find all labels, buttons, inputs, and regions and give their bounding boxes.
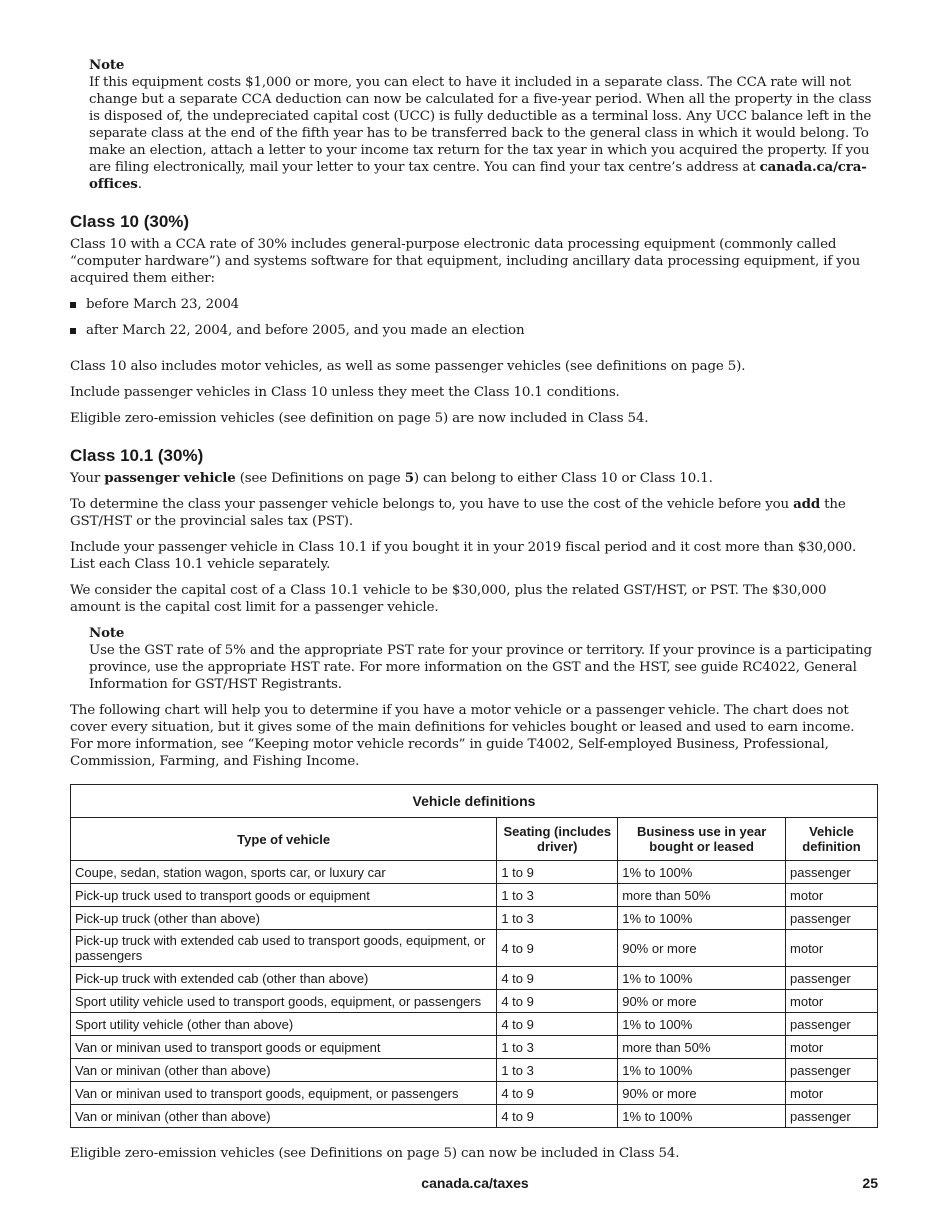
table-cell: Van or minivan used to transport goods, equipment, or passengers	[71, 1082, 497, 1105]
text-span: the GST/HST or the provincial sales tax (PST).	[70, 497, 846, 529]
table-cell: 4 to 9	[497, 1105, 618, 1128]
class101-para-3: Include your passenger vehicle in Class 10.1 if you bought it in your 2019 fiscal period and it cost more than $30,000. List each Class 10.1 vehicle separately.	[70, 540, 857, 572]
text-span: Your	[70, 471, 105, 486]
table-row	[71, 1013, 878, 1036]
table-cell: 4 to 9	[497, 930, 618, 967]
table-cell: motor	[786, 1036, 878, 1059]
bullet-text: before March 23, 2004	[86, 297, 240, 312]
chart-intro: The following chart will help you to determine if you have a motor vehicle or a passenger vehicle. The chart does not cover every situation, but it gives some of the main definitions for vehicles bought or leased and used to earn income. For more information, see “Keeping motor vehicle records” in guide T4002, Self-employed Business, Professional, Commission, Farming, and Fishing Income.	[70, 703, 855, 769]
table-row	[71, 1082, 878, 1105]
text-span: (see Definitions on page	[235, 471, 405, 486]
bullet-square-icon	[70, 302, 76, 308]
class101-para-4: We consider the capital cost of a Class 10.1 vehicle to be $30,000, plus the related GST/HST, or PST. The $30,000 amount is the capital cost limit for a passenger vehicle.	[70, 583, 827, 615]
class101-para-1	[70, 470, 878, 487]
column-header: Business use in year bought or leased	[618, 818, 786, 861]
table-cell: more than 50%	[618, 884, 786, 907]
table-row	[71, 1105, 878, 1128]
note-text	[89, 74, 878, 193]
table-cell: Coupe, sedan, station wagon, sports car, or luxury car	[71, 861, 497, 884]
table-body	[71, 861, 878, 1128]
table-caption-row	[71, 785, 878, 818]
list-item	[70, 296, 878, 313]
table-row	[71, 1059, 878, 1082]
table-cell: Van or minivan (other than above)	[71, 1059, 497, 1082]
page-number: 25	[862, 1175, 878, 1191]
table-row	[71, 861, 878, 884]
footer-url[interactable]: canada.ca/taxes	[421, 1175, 529, 1191]
list-item	[70, 322, 878, 339]
table-cell: 1% to 100%	[618, 907, 786, 930]
note-text: Use the GST rate of 5% and the appropriate PST rate for your province or territory. If your province is a participating province, use the appropriate HST rate. For more information on the GST and the HST, see guide RC4022, General Information for GST/HST Registrants.	[89, 643, 872, 692]
table-cell: Pick-up truck with extended cab used to transport goods, equipment, or passengers	[71, 930, 497, 967]
table-row	[71, 930, 878, 967]
table-cell: 4 to 9	[497, 1013, 618, 1036]
bold-page-ref: 5	[404, 470, 414, 486]
table-cell: Pick-up truck used to transport goods or equipment	[71, 884, 497, 907]
page-content	[70, 57, 878, 1162]
class101-heading: Class 10.1 (30%)	[70, 446, 204, 465]
after-table-note: Eligible zero-emission vehicles (see Definitions on page 5) can now be included in Class 54.	[70, 1146, 680, 1161]
bullet-square-icon	[70, 328, 76, 334]
table-cell: Van or minivan (other than above)	[71, 1105, 497, 1128]
class10-para-zero-emission: Eligible zero-emission vehicles (see definition on page 5) are now included in Class 54.	[70, 411, 649, 426]
table-cell: passenger	[786, 967, 878, 990]
class101-para-2	[70, 496, 878, 530]
table-cell: motor	[786, 1082, 878, 1105]
table-cell: 1% to 100%	[618, 1013, 786, 1036]
table-cell: more than 50%	[618, 1036, 786, 1059]
column-header: Type of vehicle	[71, 818, 497, 861]
table-caption: Vehicle definitions	[71, 785, 878, 818]
column-header: Seating (includes driver)	[497, 818, 618, 861]
vehicle-definitions-table	[70, 784, 878, 1128]
table-cell: 90% or more	[618, 990, 786, 1013]
note-title: Note	[89, 57, 125, 73]
table-cell: 4 to 9	[497, 967, 618, 990]
table-cell: 1% to 100%	[618, 967, 786, 990]
column-header: Vehicle definition	[786, 818, 878, 861]
note-gst-rate	[89, 625, 878, 693]
table-cell: motor	[786, 990, 878, 1013]
table-cell: 1% to 100%	[618, 1059, 786, 1082]
table-cell: Pick-up truck (other than above)	[71, 907, 497, 930]
table-cell: 1 to 3	[497, 907, 618, 930]
table-cell: 1 to 3	[497, 1036, 618, 1059]
class10-heading: Class 10 (30%)	[70, 212, 190, 231]
table-row	[71, 1036, 878, 1059]
table-cell: motor	[786, 884, 878, 907]
table-cell: 4 to 9	[497, 1082, 618, 1105]
note-text-end: .	[137, 177, 142, 192]
table-cell: 4 to 9	[497, 990, 618, 1013]
table-cell: 90% or more	[618, 930, 786, 967]
table-cell: motor	[786, 930, 878, 967]
table-cell: 1 to 3	[497, 884, 618, 907]
table-cell: 1 to 3	[497, 1059, 618, 1082]
table-cell: 1% to 100%	[618, 1105, 786, 1128]
table-cell: passenger	[786, 907, 878, 930]
table-row	[71, 967, 878, 990]
class10-para-motor-vehicles: Class 10 also includes motor vehicles, as well as some passenger vehicles (see definitions on page 5).	[70, 359, 746, 374]
table-cell: Sport utility vehicle used to transport goods, equipment, or passengers	[71, 990, 497, 1013]
table-cell: Sport utility vehicle (other than above)	[71, 1013, 497, 1036]
class10-bullet-list	[70, 296, 878, 339]
table-cell: 1% to 100%	[618, 861, 786, 884]
table-row	[71, 884, 878, 907]
table-cell: Van or minivan used to transport goods or equipment	[71, 1036, 497, 1059]
table-row	[71, 990, 878, 1013]
text-span: To determine the class your passenger vehicle belongs to, you have to use the cost of the vehicle before you	[70, 497, 794, 512]
table-cell: 1 to 9	[497, 861, 618, 884]
table-row	[71, 907, 878, 930]
text-span: ) can belong to either Class 10 or Class 10.1.	[413, 471, 713, 486]
bullet-text: after March 22, 2004, and before 2005, and you made an election	[86, 323, 525, 338]
note-separate-class	[89, 57, 878, 193]
bold-term: passenger vehicle	[104, 470, 236, 486]
table-cell: passenger	[786, 1105, 878, 1128]
bold-term: add	[793, 496, 821, 512]
table-cell: passenger	[786, 1013, 878, 1036]
table-cell: passenger	[786, 1059, 878, 1082]
class10-intro: Class 10 with a CCA rate of 30% includes general-purpose electronic data processing equipment (commonly called “computer hardware”) and systems software for that equipment, including ancillary data processing equipment, if you acquired them either:	[70, 237, 861, 286]
table-header-row	[71, 818, 878, 861]
note-text-body: If this equipment costs $1,000 or more, you can elect to have it included in a separate class. The CCA rate will not change but a separate CCA deduction can now be calculated for a five-year period. When all the property in the class is disposed of, the undepreciated capital cost (UCC) is fully deductible as a terminal loss. Any UCC balance left in the separate class at the end of the fifth year has to be transferred back to the general class in which it would belong. To make an election, attach a letter to your income tax return for the tax year in which you acquired the property. If you are filing electronically, mail your letter to your tax centre. You can find your tax centre’s address at	[89, 75, 872, 175]
note-title: Note	[89, 625, 125, 641]
cra-offices-link[interactable]: canada.ca/cra-offices	[89, 159, 867, 192]
class10-para-passenger: Include passenger vehicles in Class 10 unless they meet the Class 10.1 conditions.	[70, 385, 620, 400]
table-cell: Pick-up truck with extended cab (other than above)	[71, 967, 497, 990]
table-cell: 90% or more	[618, 1082, 786, 1105]
table-cell: passenger	[786, 861, 878, 884]
